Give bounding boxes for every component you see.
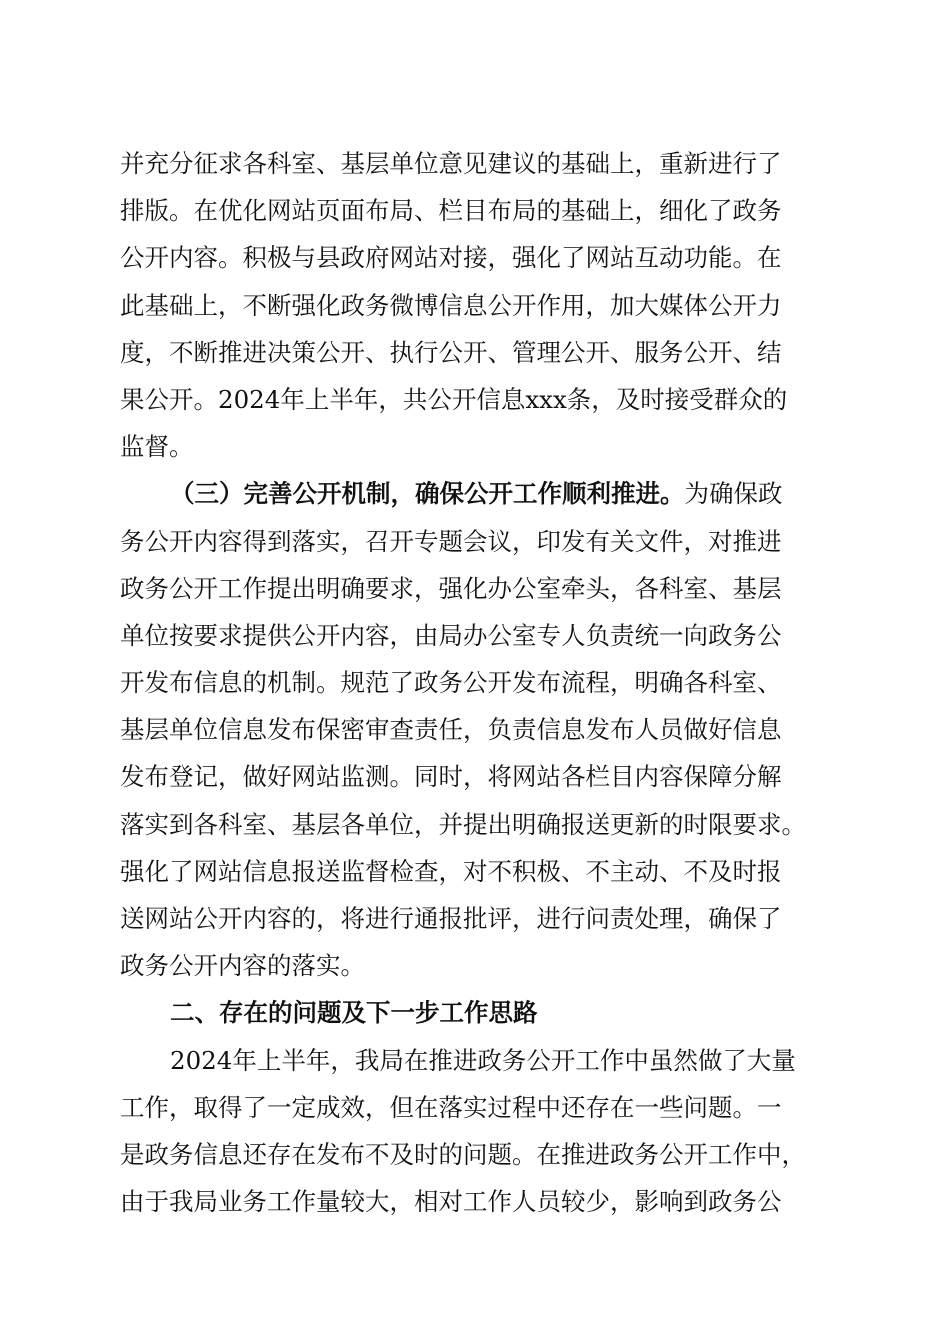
section-heading: 二、存在的问题及下一步工作思路 — [170, 998, 538, 1028]
section-subheading: （三）完善公开机制，确保公开工作顺利推进。 — [170, 479, 685, 509]
text-line: 单位按要求提供公开内容，由局办公室专人负责统一向政务公 — [120, 620, 782, 650]
paragraph-website-layout — [120, 140, 832, 470]
text-line: 工作，取得了一定成效，但在落实过程中还存在一些问题。一 — [120, 1092, 782, 1122]
text-line: 落实到各科室、基层各单位，并提出明确报送更新的时限要求。 — [120, 809, 806, 839]
text-line: 务公开内容得到落实，召开专题会议，印发有关文件，对推进 — [120, 526, 782, 556]
text-line: 政务公开内容的落实。 — [120, 951, 365, 981]
paragraph-problems — [120, 1037, 832, 1226]
text-line: 基层单位信息发布保密审查责任，负责信息发布人员做好信息 — [120, 715, 782, 745]
text-line: 2024年上半年，我局在推进政务公开工作中虽然做了大量 — [170, 1045, 796, 1075]
text-line: 政务公开工作提出明确要求，强化办公室牵头，各科室、基层 — [120, 573, 782, 603]
text-line: 由于我局业务工作量较大，相对工作人员较少，影响到政务公 — [120, 1187, 782, 1217]
text-run: 为确保政 — [684, 479, 783, 509]
paragraph-disclosure-mechanism — [120, 470, 832, 989]
text-line: 并充分征求各科室、基层单位意见建议的基础上，重新进行了 — [120, 149, 782, 178]
text-line: 度，不断推进决策公开、执行公开、管理公开、服务公开、结 — [120, 337, 782, 367]
text-line: 监督。 — [120, 432, 194, 462]
text-line: 强化了网站信息报送监督检查，对不积极、不主动、不及时报 — [120, 856, 782, 886]
text-line: 开发布信息的机制。规范了政务公开发布流程，明确各科室、 — [120, 668, 782, 698]
text-line: 排版。在优化网站页面布局、栏目布局的基础上，细化了政务 — [120, 196, 782, 226]
text-line: 此基础上，不断强化政务微博信息公开作用，加大媒体公开力 — [120, 290, 782, 320]
text-line: 是政务信息还存在发布不及时的问题。在推进政务公开工作中， — [120, 1139, 806, 1169]
text-line: 发布登记，做好网站监测。同时，将网站各栏目内容保障分解 — [120, 762, 782, 792]
text-line: 送网站公开内容的，将进行通报批评，进行问责处理，确保了 — [120, 904, 782, 933]
document-body — [120, 140, 832, 1225]
text-line: 公开内容。积极与县政府网站对接，强化了网站互动功能。在 — [120, 243, 782, 273]
text-line — [120, 470, 832, 517]
text-line: 果公开。2024年上半年，共公开信息xxx条，及时接受群众的 — [120, 384, 788, 414]
